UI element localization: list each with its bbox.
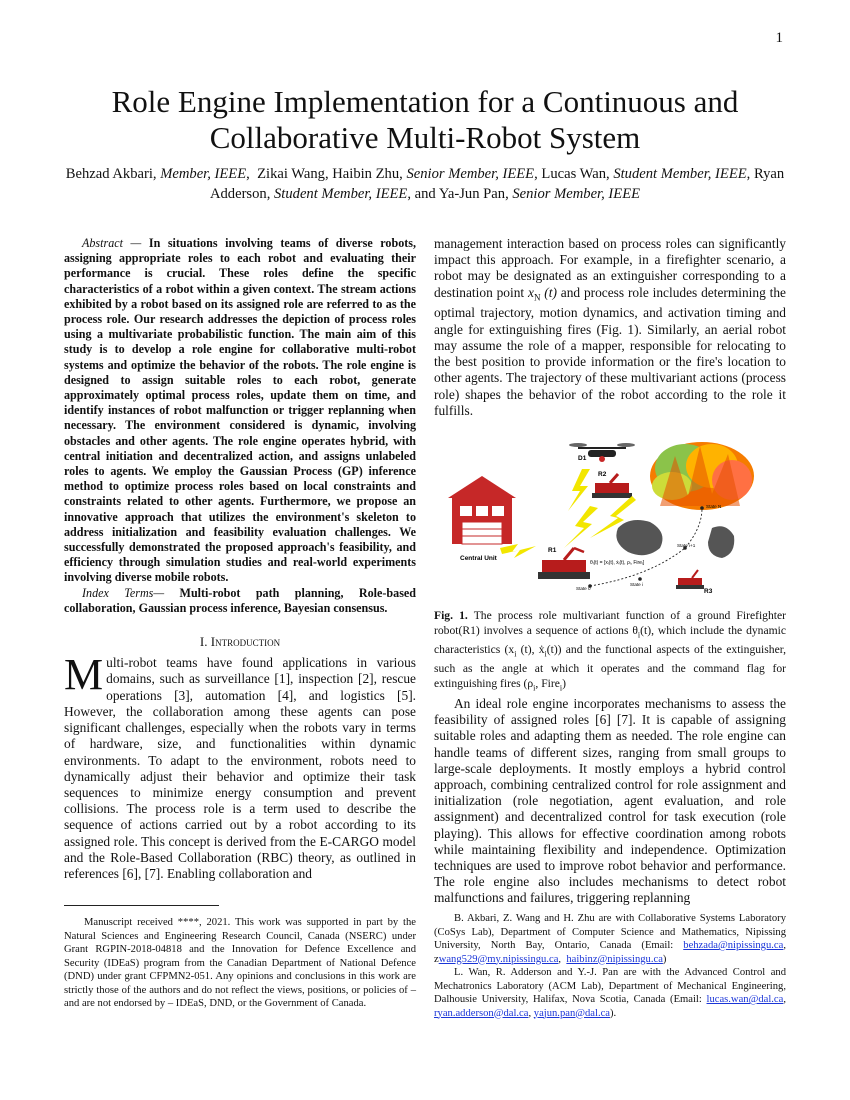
index-terms-label: Index Terms— [82,585,165,600]
fire-forest-image [650,442,754,510]
label-r2: R2 [598,471,607,478]
label-state-i1: State i+1 [677,543,696,548]
label-r1: R1 [548,547,557,554]
abstract-text: In situations involving teams of diverse robots, assigning appropriate roles to each robot and evaluating their performance is crucial. These roles define the specific characteristics of a robot within a given context. The stream actions exhibited by a robot based on its assigned role are referred to as the process role. Our research addresses the depiction of process roles using a multivariate probabilistic function. The main aim of this study is to develop a role engine for collaborative multi-robot systems and optimize the behavior of the robots. The role engine is designed to assign suitable roles to each robot, generate approximately optimal process roles, update them on time, and identify instances of robot malfunction or trigger replanning when necessary. The environment considered is dynamic, involving obstacles and other agents. The role engine operates hybrid, with central initiation and decentralized action, and assigns unlabeled roles to agents. We employ the Gaussian Process (GP) inference method to optimize process roles based on local constraints and constraints related to other agents. Furthermore, we propose an innovative approach that utilizes the environment's skeleton to address initialization and feasibility evaluation challenges. We successfully demonstrated the proposed approach's feasibility, and efficiency through simulation studies and real-world experiments involving diverse mobile robots. [64,236,417,585]
theta-equation: θᵢ(t) = [xᵢ(t), ẋᵢ(t), ρᵢ, Fireᵢ] [590,560,645,566]
right-column-bottom [434,609,786,907]
bolt-icon [500,544,536,558]
footnote-rule [64,905,219,906]
intro-body [64,650,416,882]
figure-1 [440,436,785,601]
paper-title: Role Engine Implementation for a Continuous and Collaborative Multi-Robot System [111,84,739,155]
figure-illustration [440,436,785,601]
fire-station-image [448,476,516,544]
abstract-label: Abstract — [82,236,142,250]
right-column-top: management interaction based on process roles can significantly impact this approach. For example, in a firefighter scenario, a robot may be designated as an extinguisher corresponding to a destination point $x_N$ (t) and process role includes determining the optimal trajectory, motion dynamics, and activation timing and angle for extinguishing fires (Fig. 1). Similarly, an aerial robot may assume the role of a mapper, responsible for relocating to the best position to provide information or the fire's location to other agents. The trajectory of these multivariant actions (process role) shapes the behavior of the robot according to the role it fulfills. [434,236,786,418]
left-column [64,236,416,882]
bolt-icon [564,506,598,548]
footnote-left: Manuscript received ****, 2021. This work was supported in part by the Natural Sciences and Engineering Research Council, Canada (NSERC) under Grant RGPIN-2018-04818 and the Innovation for Defence Excellence and Security (IDEaS) program from the Canadian Department of National Defence (DND) under grant CFPMN2-051. Any opinions and conclusions in this work are strictly those of the authors and do not reflect the views, positions, or policies of – and are not endorsed by – IDEaS, DND, or the Government of Canada. [64,917,416,1009]
bolt-icon [568,469,590,511]
abstract [64,236,416,616]
author-list: Behzad Akbari, Member, IEEE, Zikai Wang, Haibin Zhu, Senior Member, IEEE, Lucas Wan, Student Member, IEEE, Ryan Adderson, Student Member, IEEE, and Ya-Jun Pan, Senior Member, IEEE [65,166,785,202]
robot-r3-image [676,570,704,589]
label-state-n: State N [706,504,722,509]
label-r3: R3 [704,588,713,595]
index-terms-text: Multi-robot path planning, Role-based collaboration, Gaussian process inference, Bayesian consensus. [64,585,416,615]
label-state-0: State 0 [576,586,591,591]
figure-caption: Fig. 1. The process role multivariant function of a ground Firefighter robot(R1) involves a sequence of actions $\theta_i(t)$, which include the dynamic characteristics ($x_i$ (t), ẋ$_i$(t)) and the functional aspects of the extinguisher, such as the angle at which it operates and the command flag for extinguishing fires ($\rho_i$, Fire$_i$) [434,609,787,693]
email-link[interactable]: wang529@my.nipissingu.ca [438,953,559,965]
robot-r1-image [538,548,590,579]
page-number: 1 [775,30,783,46]
footnote-right: B. Akbari, Z. Wang and H. Zhu are with Collaborative Systems Laboratory (CoSys Lab), Department of Computer Science and Mathematics, Nipissing University, North Bay, Ontario, Canada (Email: behzada@nipissingu.ca, zwang529@my.nipissingu.ca, haibinz@nipissingu.ca) L. Wan, R. Adderson and Y.-J. Pan are with the Advanced Control and Mechatronics Laboratory (ACM Lab), Department of Mechanical Engineering, Dalhousie University, Halifax, Nova Scotia, Canada (Email: lucas.wan@dal.ca, ryan.adderson@dal.ca, yajun.pan@dal.ca). [434,913,786,1019]
email-link[interactable]: haibinz@nipissingu.ca [566,953,663,965]
role-engine-paragraph: An ideal role engine incorporates mechanisms to assess the feasibility of assigned roles [6] [7]. It is capable of assigning suitable roles and adapting them as needed. The role engine can handle teams of different sizes, ranging from small groups to large-scale deployments. It mostly employs a hybrid control approach, combining centralized control for role assignment and initialization (role negotiation, agent evaluation, and role assignment) and decentralized control for task execution (role playing). This allows for effective coordination among robots while maintaining flexibility and independence. Optimization techniques are used to improve robot behavior and performance. The role engine also includes mechanisms to detect robot malfunctions and failures, triggering replanning [434,695,786,906]
label-d1: D1 [578,455,587,462]
obstacle-rock [708,526,734,558]
obstacle-rock [616,520,662,555]
drop-cap: M [64,650,104,700]
section-heading: I. Introduction [199,634,281,650]
intro-paragraph: ulti-robot teams have found applications in various domains, such as surveillance [1], inspection [2], rescue operations [3], automation [4], and logistics [5]. However, the collaboration among these agents can pose significant challenges, especially when the robots vary in terms of hardware, size, and functionalities within dynamic environments. To adapt to the environment, robots need to dynamically adjust their behavior and optimize their task sequences to minimize energy consumption and prevent collisions. The process role is a term used to describe the sequence of actions carried out by a robot according to its assigned role. This concept is derived from the E-CARGO model and the Role-Based Collaboration (RBC) theory, as outlined in references [6], [7]. Enabling collaboration and [64,655,416,881]
email-link[interactable]: lucas.wan@dal.ca [706,994,784,1005]
label-state-i: State i [630,582,644,587]
email-link[interactable]: ryan.adderson@dal.ca [434,1007,529,1019]
email-link[interactable]: yajun.pan@dal.ca [533,1007,610,1019]
label-central-unit: Central Unit [460,555,497,562]
email-link[interactable]: behzada@nipissingu.ca [683,940,784,951]
